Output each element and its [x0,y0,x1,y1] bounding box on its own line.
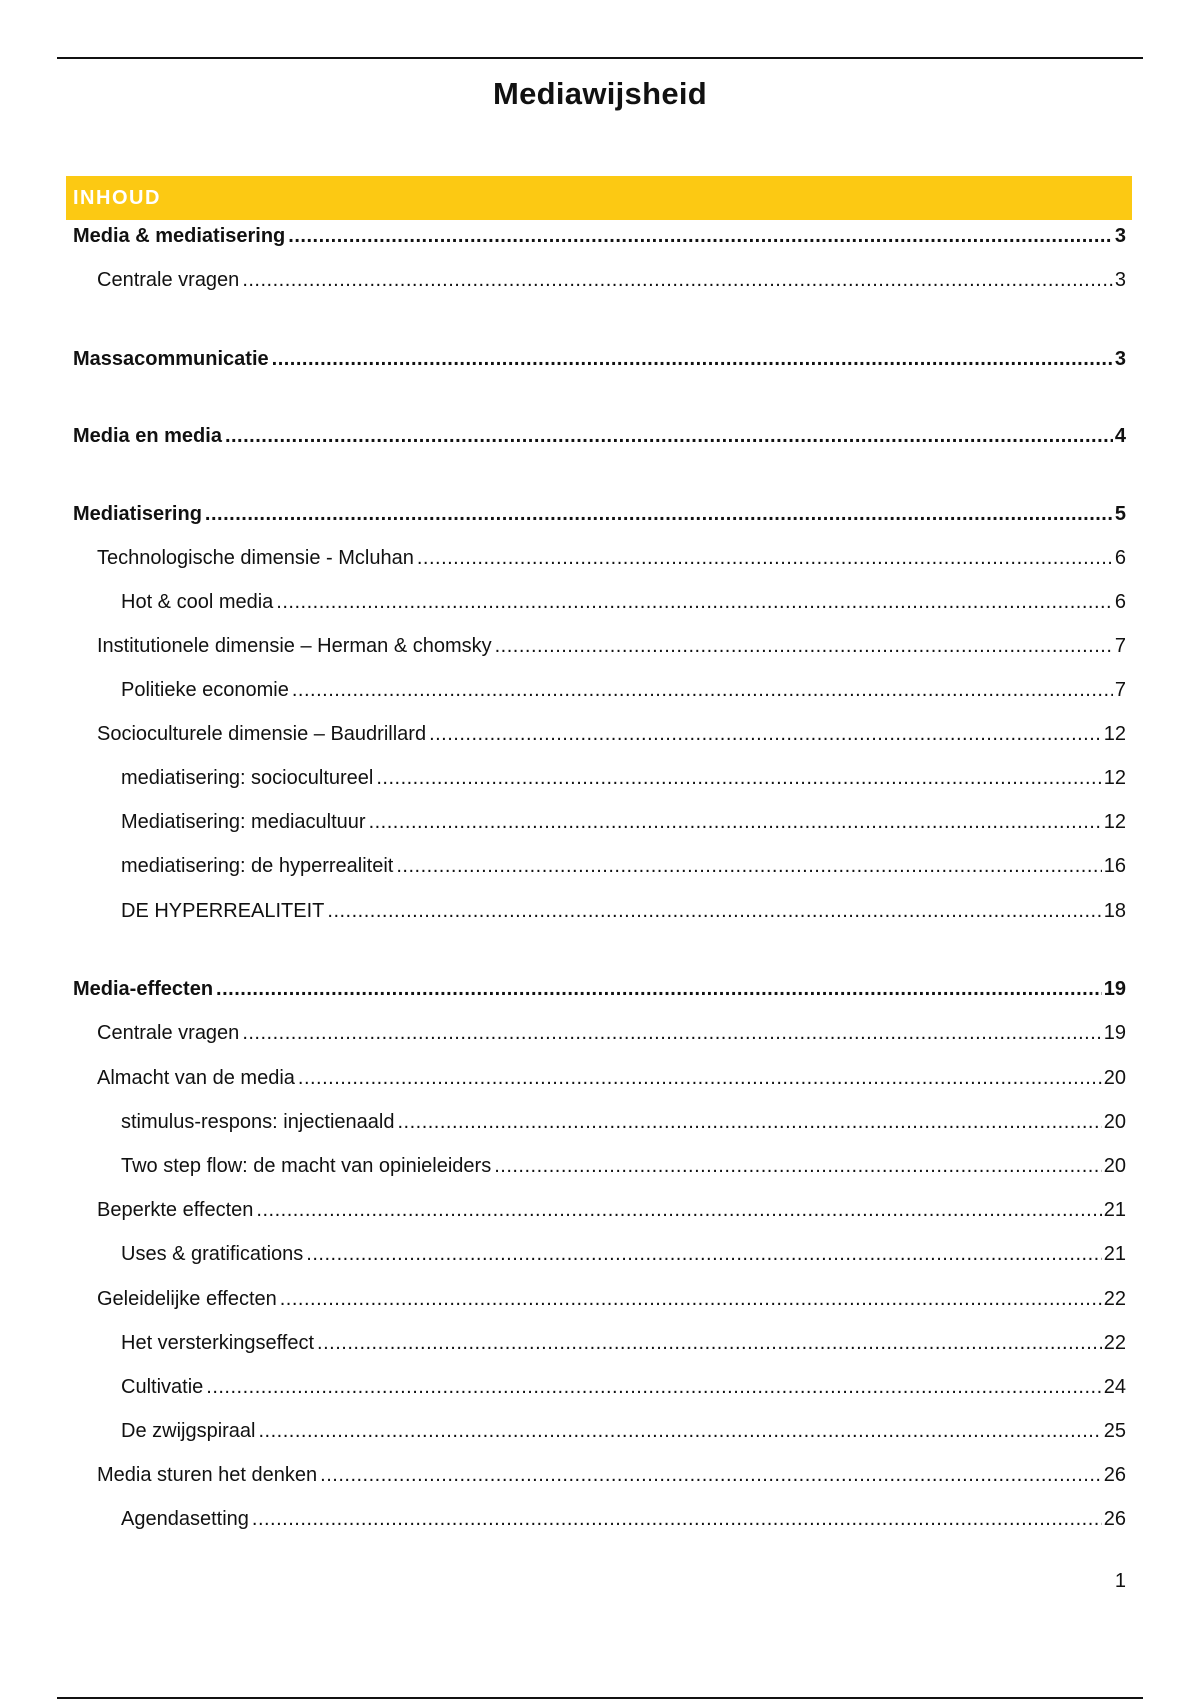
toc-entry[interactable] [121,677,1126,703]
toc-entry[interactable] [121,589,1126,615]
toc-entry-label: Hot & cool media [121,591,274,613]
toc-page-number: 19 [1103,1022,1126,1044]
toc-entry-label: Beperkte effecten [97,1199,254,1221]
toc-entry[interactable] [121,809,1126,835]
toc-entry[interactable] [121,1109,1126,1135]
toc-entry-label: Agendasetting [121,1508,249,1530]
toc-dot-leader [256,1197,1101,1223]
toc-dot-leader [417,545,1113,571]
toc-page-number: 7 [1114,635,1126,657]
toc-entry-label: Two step flow: de macht van opinieleiders [121,1155,492,1177]
toc-dot-leader [206,1374,1101,1400]
toc-dot-leader [252,1506,1102,1532]
toc-page-number: 20 [1103,1067,1126,1089]
toc-page-number: 22 [1103,1288,1126,1310]
toc-page-number: 6 [1114,547,1126,569]
toc-page-number: 12 [1103,767,1126,789]
toc-entry[interactable] [97,1462,1126,1488]
toc-dot-leader [396,853,1101,879]
toc-entry-label: Mediatisering [73,503,202,525]
toc-entry-label: Centrale vragen [97,269,240,291]
toc-entry-label: DE HYPERREALITEIT [121,900,325,922]
toc-dot-leader [495,633,1113,659]
toc-dot-leader [376,765,1101,791]
toc-entry[interactable] [73,346,1126,372]
toc-entry-label: Uses & gratifications [121,1243,304,1265]
toc-dot-leader [272,346,1113,372]
toc-page-number: 25 [1103,1420,1126,1442]
toc-entry[interactable] [121,853,1126,879]
page-number: 1 [1114,1570,1126,1592]
toc-entry[interactable] [121,1153,1126,1179]
toc-page-number: 12 [1103,811,1126,833]
toc-dot-leader [369,809,1102,835]
toc-entry[interactable] [73,223,1126,249]
toc-page-number: 18 [1103,900,1126,922]
toc-entry-label: Socioculturele dimensie – Baudrillard [97,723,427,745]
toc-entry[interactable] [121,1506,1126,1532]
toc-entry-label: Mediatisering: mediacultuur [121,811,366,833]
toc-entry[interactable] [121,898,1126,924]
toc-dot-leader [306,1241,1101,1267]
toc-entry[interactable] [73,423,1126,449]
toc-page-number: 3 [1114,269,1126,291]
toc-dot-leader [259,1418,1102,1444]
toc-dot-leader [242,1020,1101,1046]
toc-dot-leader [225,423,1113,449]
toc-entry[interactable] [97,1286,1126,1312]
toc-entry-label: Media sturen het denken [97,1464,318,1486]
toc-entry[interactable] [97,267,1126,293]
toc-page-number: 26 [1103,1464,1126,1486]
toc-entry-label: mediatisering: socioculturееl [121,767,374,789]
toc-entry-label: Cultivatie [121,1376,204,1398]
toc-page-number: 21 [1103,1199,1126,1221]
toc-dot-leader [280,1286,1102,1312]
toc-entry-label: Almacht van de media [97,1067,295,1089]
toc-dot-leader [216,976,1102,1002]
toc-entry-label: Media & mediatisering [73,225,286,247]
toc-entry[interactable] [121,1374,1126,1400]
toc-entry-label: mediatisering: de hyperrealiteit [121,855,394,877]
toc-dot-leader [317,1330,1102,1356]
toc-page-number: 4 [1114,425,1126,447]
toc-entry[interactable] [97,545,1126,571]
toc-entry[interactable] [121,1241,1126,1267]
toc-entry-label: Politieke economie [121,679,289,701]
toc-page-number: 6 [1114,591,1126,613]
toc-page-number: 20 [1103,1111,1126,1133]
toc-entry-label: Het versterkingseffect [121,1332,315,1354]
bottom-rule [57,1697,1143,1699]
toc-entry[interactable] [97,1020,1126,1046]
toc-page-number: 3 [1114,348,1126,370]
toc-page-number: 24 [1103,1376,1126,1398]
toc-dot-leader [205,501,1113,527]
toc-entry-label: Media en media [73,425,222,447]
toc-dot-leader [397,1109,1101,1135]
toc-entry-label: Geleidelijke effecten [97,1288,277,1310]
toc-dot-leader [320,1462,1102,1488]
toc-entry[interactable] [97,721,1126,747]
toc-entry[interactable] [97,1065,1126,1091]
toc-dot-leader [292,677,1113,703]
toc-entry-label: Centrale vragen [97,1022,240,1044]
toc-dot-leader [288,223,1113,249]
toc-entry-label: De zwijgspiraal [121,1420,256,1442]
toc-page-number: 19 [1103,978,1126,1000]
toc-dot-leader [429,721,1102,747]
toc-page-number: 22 [1103,1332,1126,1354]
toc-entry-label: Massacommunicatie [73,348,269,370]
toc-dot-leader [327,898,1101,924]
toc-page-number: 7 [1114,679,1126,701]
toc-entry-label: Institutionele dimensie – Herman & chomsky [97,635,492,657]
toc-dot-leader [494,1153,1102,1179]
document-title: Mediawijsheid [492,76,708,111]
toc-page-number: 12 [1103,723,1126,745]
toc-page-number: 3 [1114,225,1126,247]
toc-page-number: 21 [1103,1243,1126,1265]
toc-entry[interactable] [121,1330,1126,1356]
toc-dot-leader [298,1065,1102,1091]
toc-entry-label: Technologische dimensie - Mcluhan [97,547,414,569]
toc-entry[interactable] [97,1197,1126,1223]
toc-page-number: 26 [1103,1508,1126,1530]
toc-entry-label: stimulus-respons: injectienaald [121,1111,395,1133]
toc-entry-label: Media-effecten [73,978,214,1000]
toc-entry[interactable] [121,1418,1126,1444]
toc-entry[interactable] [73,501,1126,527]
toc-dot-leader [276,589,1113,615]
toc-dot-leader [242,267,1113,293]
toc-page-number: 5 [1114,503,1126,525]
toc-header: INHOUD [66,176,1132,220]
toc-page-number: 20 [1103,1155,1126,1177]
toc-page-number: 16 [1103,855,1126,877]
toc-entry[interactable] [97,633,1126,659]
toc-entry[interactable] [73,976,1126,1002]
toc-entry[interactable] [121,765,1126,791]
